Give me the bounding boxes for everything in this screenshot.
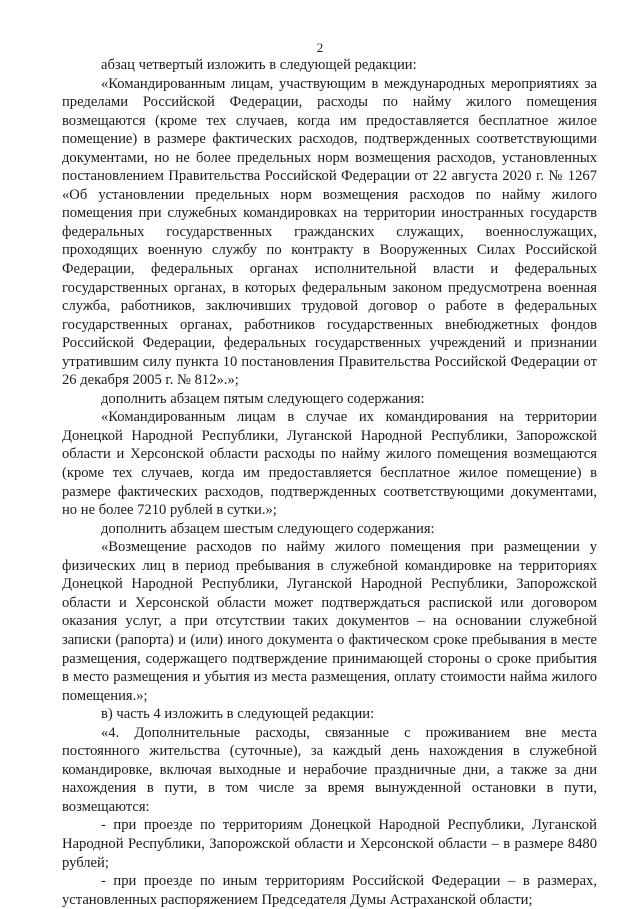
paragraph-instruction-para-6: дополнить абзацем шестым следующего содержания:: [101, 520, 435, 537]
list-item-new-territories-per-diem: - при проезде по территориям Донецкой Народной Республики, Луганской Народной Республики, Запорожской области и Херсонской области – в размере 8480 рублей;: [62, 817, 597, 871]
paragraph-instruction-part-4: в) часть 4 изложить в следующей редакции:: [101, 706, 375, 723]
paragraph-instruction-para-5: дополнить абзацем пятым следующего содержания:: [101, 390, 425, 407]
paragraph-international-events: «Командированным лицам, участвующим в международных мероприятиях за пределами Российской Федерации, расходы по найму жилого помещения возмещаются (кроме тех случаев, когда им предоставляется бесплатное жилое помещение) в размере фактических расходов, подтвержденных соответствующими документами, но не более предельных норм возмещения расходов, установленных постановлением Правительства Российской Федерации от 22 августа 2020 г. № 1267 «Об установлении предельных норм возмещения расходов по найму жилого помещения при служебных командировках на территории иностранных государств федеральных государственных гражданских служащих, военнослужащих, проходящих военную службу по контракту в Вооруженных Силах Российской Федерации, федеральных органах исполнительной власти и федеральных государственных органах, в которых федеральным законом предусмотрена военная служба, работников, заключивших трудовой договор о работе в федеральных государственных органах, работников государственных внебюджетных фондов Российской Федерации, федеральных государственных учреждений и признании утратившим силу пункта 10 постановления Правительства Российской Федерации от 26 декабря 2005 г. № 812».»;: [62, 75, 597, 389]
page-number: 2: [316, 40, 324, 55]
paragraph-instruction-para-4: абзац четвертый изложить в следующей редакции:: [101, 57, 417, 73]
paragraph-per-diem: «4. Дополнительные расходы, связанные с проживанием вне места постоянного жительства (суточные), за каждый день нахождения в служебной командировке, включая выходные и нерабочие праздничные дни, а также за дни нахождения в пути, в том числе за время вынужденной остановки в пути, возмещаются:: [62, 724, 597, 815]
paragraph-housing-confirmation: «Возмещение расходов по найму жилого помещения при размещении у физических лиц в период пребывания в служебной командировке на территориях Донецкой Народной Республики, Луганской Народной Республики, Запорожской области и Херсонской области может подтверждаться распиской или договором оказания услуг, а при отсутствии таких документов – на основании служебной записки (рапорта) и (или) иного документа о фактическом сроке пребывания в месте размещения, содержащего подтверждение принимающей стороны о сроке прибытия в место размещения и убытия из места размещения, оплату стоимости найма жилого помещения.»;: [62, 539, 597, 704]
document-body: [62, 56, 597, 909]
paragraph-new-territories-housing: «Командированным лицам в случае их командирования на территории Донецкой Народной Республики, Луганской Народной Республики, Запорожской области и Херсонской области расходы по найму жилого помещения возмещаются (кроме тех случаев, когда им предоставляется бесплатное жилое помещение) в размере фактических расходов, подтвержденных соответствующими документами, но не более 7210 рублей в сутки.»;: [62, 409, 597, 519]
list-item-other-territories-per-diem: - при проезде по иным территориям Российской Федерации – в размерах, установленных распоряжением Председателя Думы Астраханской области;: [62, 873, 597, 908]
